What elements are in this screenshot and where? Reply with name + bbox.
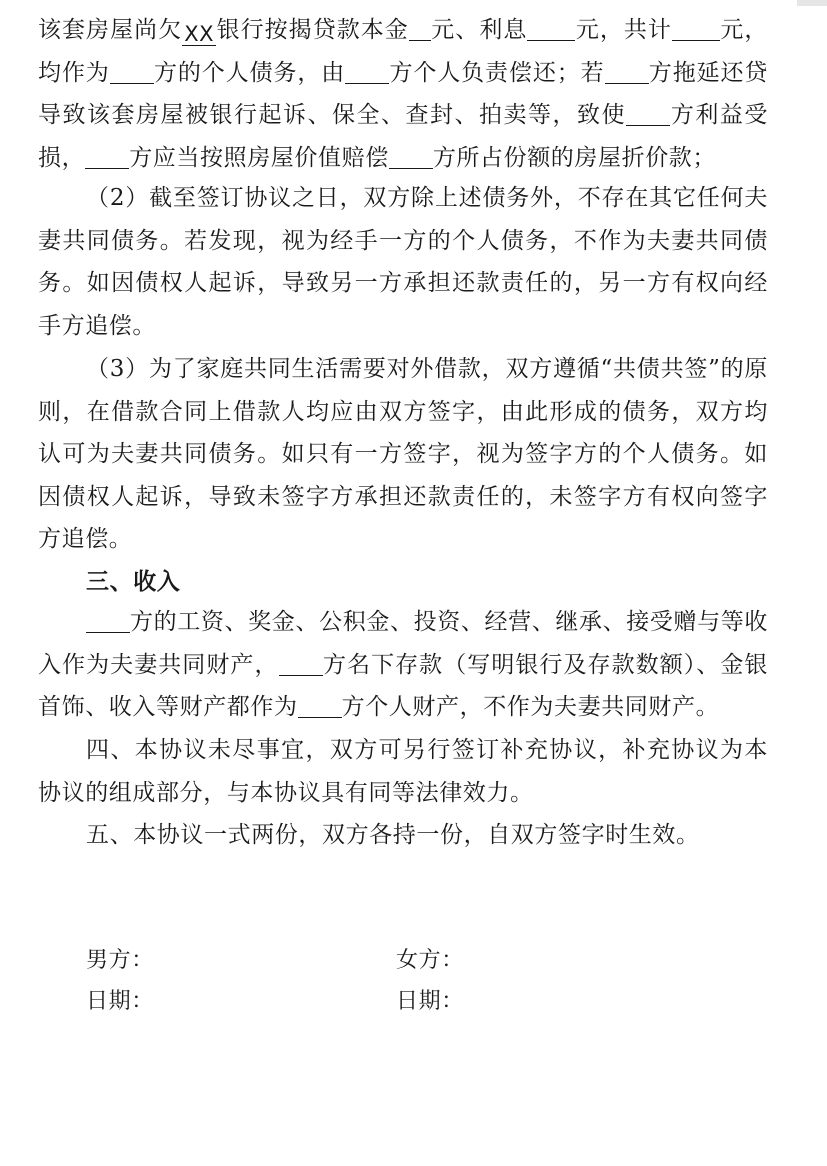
text-run: 元，共计 (575, 17, 672, 43)
text-run: 方的个人债务，由 (153, 59, 346, 86)
text-run: 元，均作为 (38, 17, 768, 86)
text-run: 方应当按照房屋价值赔偿 (129, 144, 389, 171)
text-run: 方所占份额的房屋折价款； (432, 144, 717, 171)
party-blank (298, 693, 342, 718)
principal-blank (409, 16, 431, 41)
text-run: 方个人负责偿还；若 (389, 59, 605, 86)
text-run: 方个人财产，不作为夫妻共同财产。 (341, 694, 720, 721)
text-run: 元、利息 (430, 17, 528, 43)
text-run: 方的工资、奖金、公积金、投资、经营、继承、接受赠与等收入作为夫妻共同财产， (38, 609, 768, 678)
text-run: 银行按揭贷款本金 (216, 17, 409, 43)
party-blank (345, 59, 389, 84)
text-run: 方名下存款（写明银行及存款数额）、金银首饰、收入等财产都作为 (38, 651, 768, 721)
party-blank (605, 59, 649, 84)
paragraph-clause-3: （3）为了家庭共同生活需要对外借款，双方遵循“共债共签”的原则，在借款合同上借款人均应由双方签字，由此形成的债务，双方均认可为夫妻共同债务。如只有一方签字，视为签字方的个人债务。如因债权人起诉，导致未签字方承担还款责任的，未签字方有权向签字方追偿。 (38, 356, 768, 553)
male-party-label: 男方： (86, 948, 154, 973)
party-blank (86, 608, 130, 633)
party-blank (279, 651, 323, 676)
text-run: 该套房屋尚欠 (38, 17, 183, 43)
section-heading-income: 三、收入 (86, 568, 181, 595)
female-party-label: 女方： (396, 948, 464, 973)
party-blank (626, 101, 670, 126)
party-blank (389, 144, 433, 169)
total-blank (672, 16, 720, 41)
text-run: 方拖延还贷导致该套房屋被银行起诉、保全、查封、拍卖等，致使 (38, 59, 768, 129)
paragraph-income (38, 601, 768, 729)
bank-name-blank: XX (184, 21, 215, 46)
paragraph-clause-four: 四、本协议未尽事宜，双方可另行签订补充协议，补充协议为本协议的组成部分，与本协议具有同等法律效力。 (38, 737, 768, 806)
page-corner-mark (797, 0, 827, 6)
paragraph-debt-house (38, 9, 768, 179)
paragraph-clause-five: 五、本协议一式两份，双方各持一份，自双方签字时生效。 (86, 822, 700, 848)
party-blank (85, 144, 129, 169)
paragraph-clause-2: （2）截至签订协议之日，双方除上述债务外，不存在其它任何夫妻共同债务。若发现，视为经手一方的个人债务，不作为夫妻共同债务。如因债权人起诉，导致另一方承担还款责任的，另一方有权向经手方追偿。 (38, 185, 768, 339)
party-blank (110, 59, 154, 84)
date-label-left: 日期： (86, 989, 154, 1014)
text-run: 方利益受损， (38, 102, 768, 171)
interest-blank (527, 16, 575, 41)
date-label-right: 日期： (396, 989, 464, 1014)
